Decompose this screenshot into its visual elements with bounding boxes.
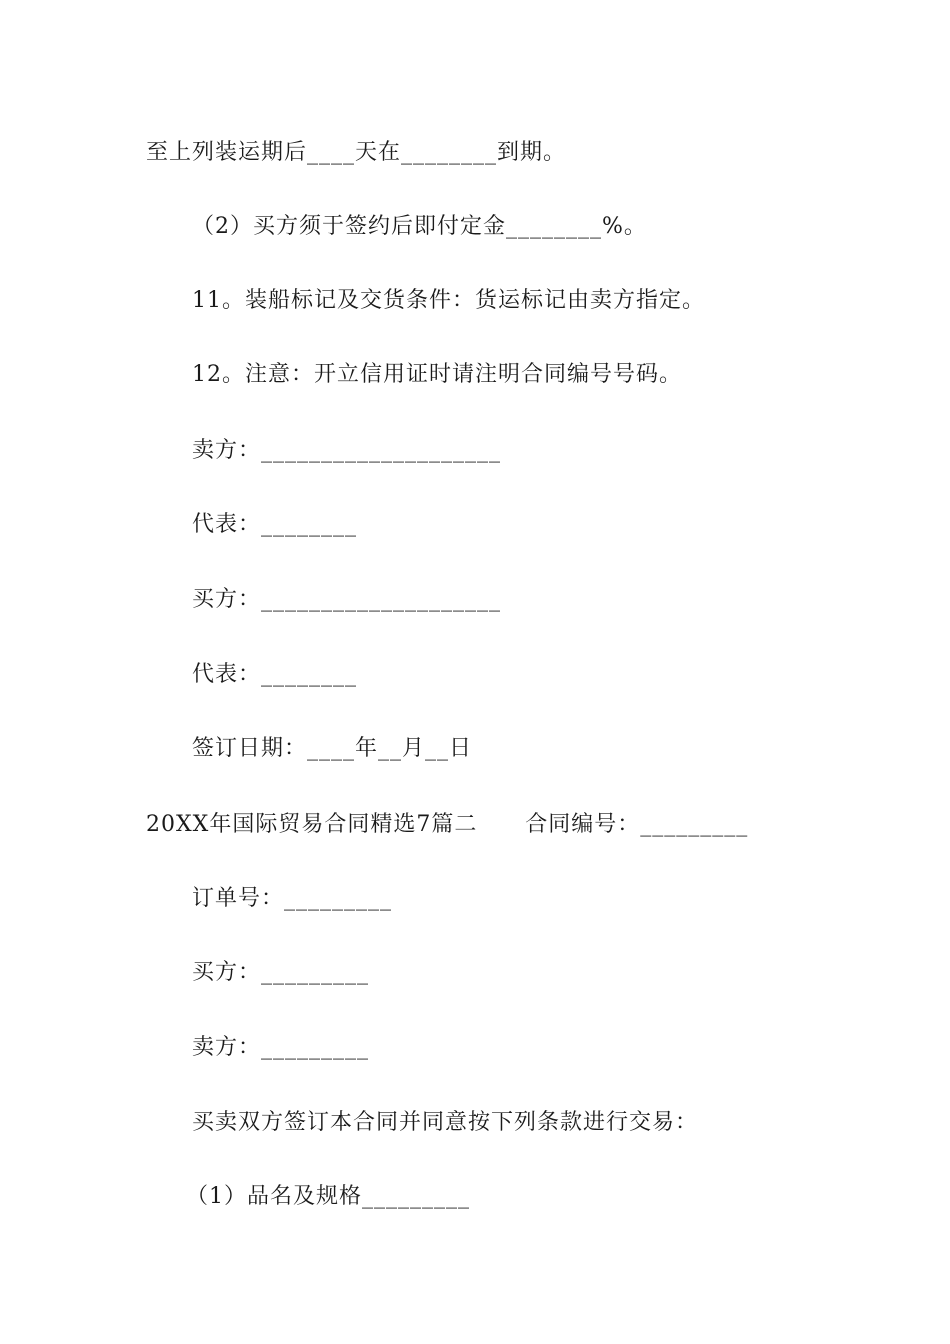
buyer-representative-line: 代表：________ (192, 662, 358, 687)
agreement-intro: 买卖双方签订本合同并同意按下列条款进行交易： (192, 1110, 699, 1135)
paragraph-clause-11: 11。装船标记及交货条件：货运标记由卖方指定。 (192, 288, 705, 313)
item-name-spec-line: （1）品名及规格_________ (186, 1184, 470, 1209)
section-heading-contract-two: 20XX年国际贸易合同精选7篇二 合同编号：_________ (146, 812, 749, 837)
paragraph-clause-12: 12。注意：开立信用证时请注明合同编号号码。 (192, 362, 682, 387)
seller-representative-line: 代表：________ (192, 512, 358, 537)
seller-line: 卖方：_________ (192, 1035, 370, 1060)
paragraph-deposit: （2）买方须于签约后即付定金________%。 (192, 214, 647, 239)
order-number-line: 订单号：_________ (192, 886, 393, 911)
buyer-line: 买方：_________ (192, 960, 370, 985)
buyer-signature-line: 买方：____________________ (192, 587, 502, 612)
signing-date-line: 签订日期：____年__月__日 (192, 736, 473, 761)
paragraph-payment-due: 至上列装运期后____天在________到期。 (146, 140, 567, 165)
seller-signature-line: 卖方：____________________ (192, 438, 502, 463)
